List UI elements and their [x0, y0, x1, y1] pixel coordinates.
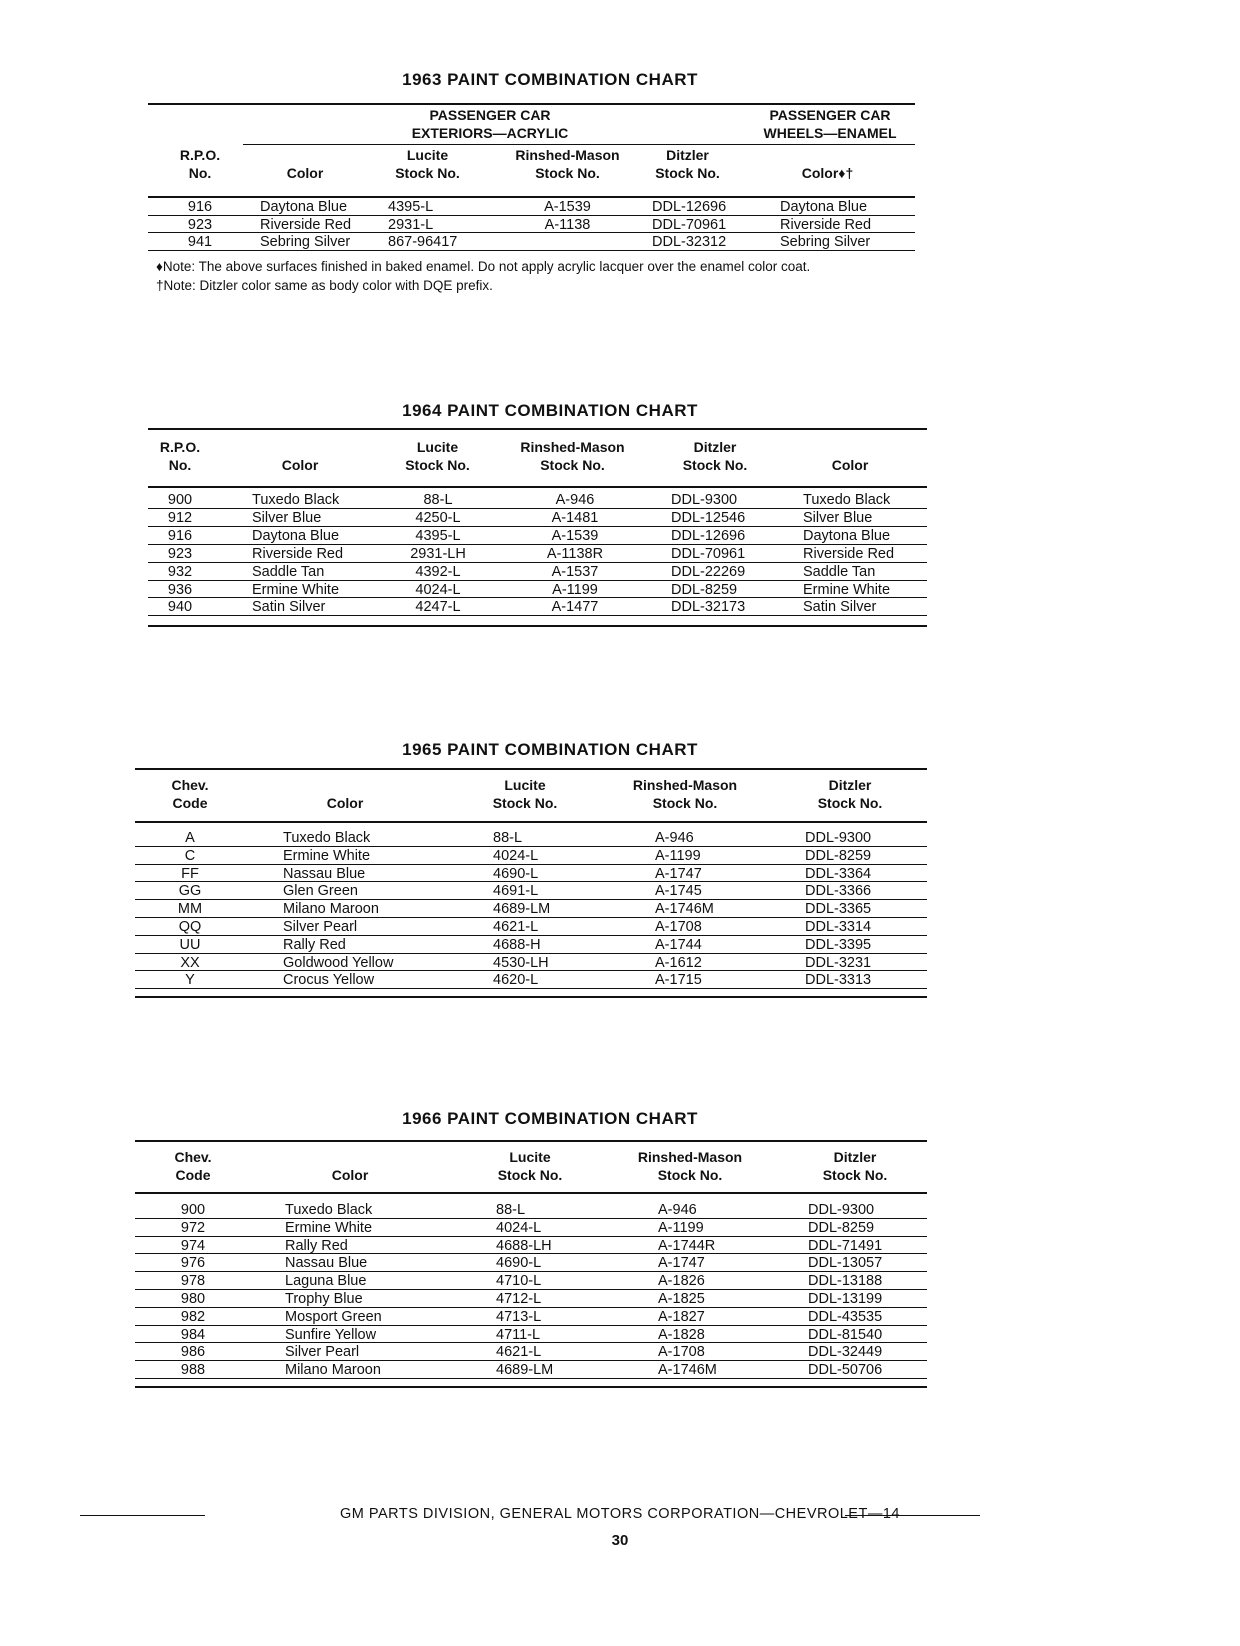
chart-1965-cell: QQ [178, 919, 202, 935]
chart-1963-note: †Note: Ditzler color same as body color with DQE prefix. [156, 278, 493, 293]
chart-1964-cell: 88-L [423, 492, 453, 508]
chart-1964-header-line: Stock No. [682, 457, 748, 473]
chart-1965-cell: XX [180, 954, 200, 971]
chart-1965-cell: 4689-LM [493, 901, 551, 918]
chart-1965-cell: A-1746M [655, 901, 714, 918]
chart-1963-top-rule [148, 103, 915, 105]
chart-1965-cell: A-1708 [655, 919, 702, 935]
chart-1964-cell: Tuxedo Black [803, 492, 891, 508]
chart-1964-cell: 2931-LH [410, 545, 466, 562]
chart-1963-header-5 [760, 146, 895, 182]
chart-1964-cell: Riverside Red [803, 545, 895, 562]
chart-1964-cell: Daytona Blue [252, 527, 340, 544]
chart-1964-cell: DDL-70961 [671, 545, 746, 562]
chart-1965-header-line: Ditzler [828, 777, 872, 793]
chart-1964-header-line: Stock No. [405, 457, 470, 473]
chart-1966-cell: DDL-13057 [808, 1255, 883, 1272]
chart-1966-cell: Trophy Blue [285, 1291, 363, 1307]
chart-1966-cell: 980 [180, 1291, 206, 1307]
chart-1966-cell: Silver Pearl [285, 1344, 360, 1361]
chart-1965-cell: DDL-3314 [805, 919, 872, 935]
chart-1964-cell: 4024-L [415, 581, 461, 598]
chart-1964-cell: A-1477 [551, 599, 599, 616]
chart-1966-cell: 88-L [496, 1202, 526, 1218]
chart-1966-cell: 4712-L [496, 1291, 542, 1307]
chart-1965-cell: A-1744 [655, 936, 702, 953]
chart-1965-cell: FF [181, 865, 199, 882]
chart-1966-cell: 972 [180, 1219, 206, 1236]
chart-1963-note: ♦Note: The above surfaces finished in baked enamel. Do not apply acrylic lacquer over the enamel color coat. [156, 259, 811, 274]
chart-1964-header-rule [148, 486, 927, 488]
chart-1963-cell: DDL-70961 [652, 216, 727, 233]
chart-1966-cell: A-1708 [658, 1344, 705, 1361]
chart-1965-header-line [270, 776, 420, 794]
chart-1965-cell: GG [178, 883, 202, 900]
chart-1965-cell: C [184, 847, 196, 864]
chart-1965-cell: 4024-L [493, 847, 539, 864]
chart-1964-cell: 4392-L [415, 563, 461, 580]
chart-1966-row-rule [135, 1378, 927, 1379]
chart-1964-cell: Tuxedo Black [252, 492, 340, 508]
chart-1964-cell: DDL-32173 [671, 599, 746, 616]
chart-1964-cell: A-946 [555, 492, 595, 508]
chart-1965-row-rule [135, 988, 927, 989]
chart-1964-cell: A-1138R [546, 545, 604, 562]
chart-1964-header-line: R.P.O. [159, 439, 201, 455]
chart-1964-cell: 912 [167, 509, 193, 526]
chart-1966-cell: 4689-LM [496, 1362, 554, 1379]
chart-1966-header-rule [135, 1192, 927, 1194]
chart-1966-header-line: Chev. [174, 1149, 212, 1165]
chart-1965-header-line: Rinshed-Mason [632, 777, 738, 793]
chart-1963-cell: 4395-L [388, 199, 434, 215]
chart-1963-header-line: Color♦† [801, 165, 854, 181]
chart-1965-cell: A-1199 [655, 847, 701, 864]
chart-1965-cell: Rally Red [283, 936, 346, 953]
chart-1965-cell: Tuxedo Black [283, 830, 371, 846]
chart-1966-cell: 4688-LH [496, 1237, 552, 1254]
chart-1966-cell: A-1825 [658, 1291, 705, 1307]
chart-1963-header-0 [150, 146, 250, 182]
chart-1964-cell: 923 [167, 545, 193, 562]
chart-1963-header-4 [640, 146, 735, 182]
chart-1964-cell: DDL-12696 [671, 527, 746, 544]
chart-1965-header-3 [610, 776, 760, 812]
chart-1966-cell: 4024-L [496, 1219, 542, 1236]
chart-1964-cell: DDL-9300 [671, 492, 738, 508]
chart-1965-header-2 [480, 776, 570, 812]
chart-1964-cell: 4247-L [415, 599, 461, 616]
chart-1963-header-line: No. [188, 165, 212, 181]
chart-1963-group-wheels: PASSENGER CAR WHEELS—ENAMEL [763, 107, 897, 141]
chart-1964-cell: Riverside Red [252, 545, 344, 562]
chart-1963-header-line: Rinshed-Mason [515, 147, 620, 163]
chart-1965-cell: DDL-3364 [805, 865, 872, 882]
chart-1966-title: 1966 PAINT COMBINATION CHART [402, 1109, 698, 1128]
chart-1964-row-rule [148, 615, 927, 616]
chart-1966-cell: 900 [180, 1202, 206, 1218]
chart-1963-cell: 923 [187, 216, 213, 233]
chart-1964-cell: 936 [167, 581, 193, 598]
chart-1966-cell: DDL-32449 [808, 1344, 883, 1361]
chart-1966-cell: Milano Maroon [285, 1362, 381, 1379]
chart-1966-cell: 974 [180, 1237, 206, 1254]
chart-1965-bottom-rule [135, 996, 927, 998]
footer-text: GM PARTS DIVISION, GENERAL MOTORS CORPORATION—CHEVROLET—14 [340, 1506, 900, 1522]
chart-1963-title: 1963 PAINT COMBINATION CHART [402, 70, 698, 89]
chart-1963-group-rule [243, 144, 915, 145]
chart-1966-top-rule [135, 1140, 927, 1142]
chart-1966-cell: A-1827 [658, 1308, 705, 1325]
chart-1963-header-2 [380, 146, 475, 182]
chart-1966-header-line: Lucite [509, 1149, 551, 1165]
chart-1966-header-1 [275, 1148, 425, 1184]
chart-1964-cell: A-1481 [551, 509, 599, 526]
chart-1964-header-line: Rinshed-Mason [520, 439, 625, 455]
chart-1966-cell: A-1744R [658, 1237, 716, 1254]
chart-1965-cell: 4691-L [493, 883, 539, 900]
chart-1966-cell: 4713-L [496, 1308, 542, 1325]
chart-1963-cell: A-1138 [544, 216, 591, 233]
chart-1965-cell: Ermine White [283, 847, 371, 864]
chart-1965-cell: A-1715 [655, 972, 702, 989]
chart-1963-cell: 2931-L [388, 216, 434, 233]
chart-1964-cell: Ermine White [803, 581, 891, 598]
chart-1966-cell: Rally Red [285, 1237, 348, 1254]
chart-1966-cell: 978 [180, 1273, 206, 1290]
chart-1964-bottom-rule [148, 625, 927, 627]
chart-1963-row-rule [148, 250, 915, 251]
chart-1964-cell: 4395-L [415, 527, 461, 544]
chart-1966-header-line: Rinshed-Mason [637, 1149, 743, 1165]
chart-1965-cell: Glen Green [283, 883, 358, 900]
chart-1965-header-line: Lucite [504, 777, 546, 793]
chart-1964-cell: Silver Blue [803, 509, 873, 526]
chart-1964-cell: 916 [167, 527, 193, 544]
chart-1963-header-line: R.P.O. [179, 147, 221, 163]
chart-1964-header-2 [390, 438, 485, 474]
chart-1964-header-line: Ditzler [693, 439, 737, 455]
chart-1966-cell: A-946 [658, 1202, 697, 1218]
chart-1963-header-line: Color [286, 165, 324, 181]
chart-1966-header-2 [485, 1148, 575, 1184]
chart-1964-cell: Silver Blue [252, 509, 322, 526]
chart-1966-header-0 [153, 1148, 233, 1184]
chart-1965-cell: Silver Pearl [283, 919, 358, 935]
chart-1964-header-line: No. [168, 457, 192, 473]
chart-1963-header-3 [500, 146, 635, 182]
chart-1966-cell: A-1828 [658, 1326, 705, 1343]
chart-1965-header-line: Chev. [171, 777, 209, 793]
chart-1965-cell: 4690-L [493, 865, 539, 882]
chart-1965-cell: 4620-L [493, 972, 539, 989]
chart-1965-header-line: Code [172, 795, 208, 811]
chart-1966-cell: 4621-L [496, 1344, 542, 1361]
chart-1963-cell: DDL-12696 [652, 199, 727, 215]
chart-1964-title: 1964 PAINT COMBINATION CHART [402, 401, 698, 420]
chart-1964-header-line: Stock No. [540, 457, 605, 473]
chart-1965-cell: 4688-H [493, 936, 541, 953]
chart-1965-header-4 [795, 776, 905, 812]
chart-1966-cell: DDL-81540 [808, 1326, 883, 1343]
chart-1965-header-line: Stock No. [492, 795, 558, 811]
chart-1965-cell: UU [179, 936, 201, 953]
chart-1964-header-3 [505, 438, 640, 474]
chart-1965-header-line: Stock No. [652, 795, 718, 811]
chart-1963-header-1 [250, 146, 360, 182]
chart-1963-header-line [760, 146, 895, 164]
chart-1966-cell: Mosport Green [285, 1308, 382, 1325]
chart-1963-header-line: Stock No. [655, 165, 720, 181]
chart-1965-cell: DDL-9300 [805, 830, 872, 846]
chart-1964-cell: Satin Silver [803, 599, 877, 616]
chart-1964-cell: A-1537 [551, 563, 599, 580]
chart-1965-header-0 [150, 776, 230, 812]
chart-1964-cell: Satin Silver [252, 599, 326, 616]
chart-1963-cell: Daytona Blue [780, 199, 868, 215]
chart-1965-top-rule [135, 768, 927, 770]
chart-1963-cell: 941 [187, 234, 213, 250]
chart-1964-cell: DDL-12546 [671, 509, 746, 526]
chart-1963-group-exteriors: PASSENGER CAR EXTERIORS—ACRYLIC [411, 107, 569, 141]
chart-1966-header-line: Color [331, 1167, 369, 1183]
chart-1965-header-rule [135, 821, 927, 823]
chart-1963-cell: Riverside Red [780, 216, 872, 233]
chart-1966-cell: DDL-8259 [808, 1219, 875, 1236]
chart-1964-cell: 4250-L [415, 509, 461, 526]
chart-1966-cell: A-1747 [658, 1255, 705, 1272]
chart-1966-header-line: Code [175, 1167, 211, 1183]
chart-1963-cell: Sebring Silver [260, 234, 351, 250]
chart-1965-cell: A-1612 [655, 954, 702, 971]
chart-1966-cell: 976 [180, 1255, 206, 1272]
chart-1966-cell: Sunfire Yellow [285, 1326, 377, 1343]
chart-1965-cell: Y [185, 972, 195, 989]
chart-1963-cell: A-1539 [544, 199, 591, 215]
chart-1964-header-line: Lucite [416, 439, 459, 455]
chart-1965-cell: 4621-L [493, 919, 539, 935]
chart-1964-cell: 940 [167, 599, 193, 616]
chart-1963-cell: Riverside Red [260, 216, 352, 233]
chart-1965-cell: A-1747 [655, 865, 702, 882]
chart-1964-cell: Daytona Blue [803, 527, 891, 544]
chart-1965-cell: DDL-3366 [805, 883, 872, 900]
chart-1966-header-3 [615, 1148, 765, 1184]
chart-1964-cell: Ermine White [252, 581, 340, 598]
chart-1963-header-line [250, 146, 360, 164]
chart-1966-cell: Ermine White [285, 1219, 373, 1236]
chart-1964-header-line: Color [831, 457, 869, 473]
chart-1966-cell: 4711-L [496, 1326, 541, 1343]
chart-1965-cell: 4530-LH [493, 954, 549, 971]
chart-1966-cell: DDL-50706 [808, 1362, 883, 1379]
chart-1963-cell: 916 [187, 199, 213, 215]
chart-1966-header-line: Stock No. [822, 1167, 888, 1183]
chart-1965-title: 1965 PAINT COMBINATION CHART [402, 740, 698, 759]
chart-1966-cell: DDL-43535 [808, 1308, 883, 1325]
chart-1964-cell: Saddle Tan [252, 563, 325, 580]
chart-1966-cell: 988 [180, 1362, 206, 1379]
chart-1966-cell: A-1199 [658, 1219, 704, 1236]
chart-1966-header-4 [800, 1148, 910, 1184]
chart-1965-cell: A-946 [655, 830, 694, 846]
chart-1963-cell: Daytona Blue [260, 199, 348, 215]
chart-1966-cell: 4690-L [496, 1255, 542, 1272]
chart-1964-header-1 [245, 438, 355, 474]
chart-1966-bottom-rule [135, 1386, 927, 1388]
chart-1965-cell: A [185, 830, 195, 846]
chart-1963-header-line: Stock No. [535, 165, 600, 181]
chart-1966-cell: 986 [180, 1344, 206, 1361]
chart-1965-cell: 88-L [493, 830, 523, 846]
chart-1966-cell: DDL-13188 [808, 1273, 883, 1290]
chart-1964-cell: DDL-8259 [671, 581, 738, 598]
chart-1963-header-line: Lucite [406, 147, 449, 163]
chart-1965-cell: DDL-8259 [805, 847, 872, 864]
chart-1965-cell: MM [177, 901, 203, 918]
chart-1964-cell: Saddle Tan [803, 563, 876, 580]
page-number: 30 [611, 1532, 629, 1549]
chart-1966-cell: Laguna Blue [285, 1273, 367, 1290]
chart-1964-header-line [790, 438, 910, 456]
chart-1966-cell: Nassau Blue [285, 1255, 368, 1272]
chart-1964-header-5 [790, 438, 910, 474]
chart-1965-cell: A-1745 [655, 883, 702, 900]
chart-1964-cell: 900 [167, 492, 193, 508]
chart-1964-cell: 932 [167, 563, 193, 580]
chart-1965-cell: DDL-3231 [805, 954, 872, 971]
chart-1966-header-line: Stock No. [657, 1167, 723, 1183]
chart-1965-header-1 [270, 776, 420, 812]
chart-1963-cell: DDL-32312 [652, 234, 727, 250]
chart-1966-cell: A-1826 [658, 1273, 705, 1290]
chart-1963-header-line: Ditzler [666, 147, 709, 163]
chart-1966-header-line: Ditzler [833, 1149, 877, 1165]
chart-1964-header-4 [660, 438, 770, 474]
chart-1964-cell: DDL-22269 [671, 563, 746, 580]
chart-1966-header-line [275, 1148, 425, 1166]
chart-1964-cell: A-1199 [552, 581, 598, 598]
chart-1965-cell: Milano Maroon [283, 901, 379, 918]
chart-1966-cell: A-1746M [658, 1362, 717, 1379]
chart-1966-cell: 984 [180, 1326, 206, 1343]
chart-1963-cell: 867-96417 [388, 234, 458, 250]
chart-1965-cell: Nassau Blue [283, 865, 366, 882]
chart-1965-cell: Goldwood Yellow [283, 954, 394, 971]
chart-1964-cell: A-1539 [551, 527, 599, 544]
chart-1965-cell: Crocus Yellow [283, 972, 375, 989]
chart-1965-header-line: Stock No. [817, 795, 883, 811]
chart-1963-header-line: Stock No. [395, 165, 460, 181]
chart-1966-cell: DDL-13199 [808, 1291, 883, 1307]
chart-1966-cell: Tuxedo Black [285, 1202, 373, 1218]
chart-1965-cell: DDL-3365 [805, 901, 872, 918]
chart-1966-cell: 4710-L [496, 1273, 542, 1290]
chart-1965-cell: DDL-3395 [805, 936, 872, 953]
chart-1966-header-line: Stock No. [497, 1167, 563, 1183]
chart-1965-header-line: Color [326, 795, 364, 811]
chart-1964-header-0 [140, 438, 220, 474]
chart-1963-cell: Sebring Silver [780, 234, 871, 250]
chart-1964-top-rule [148, 428, 927, 430]
chart-1964-header-line [245, 438, 355, 456]
chart-1966-cell: DDL-9300 [808, 1202, 875, 1218]
chart-1966-cell: 982 [180, 1308, 206, 1325]
chart-1966-cell: DDL-71491 [808, 1237, 883, 1254]
chart-1964-header-line: Color [281, 457, 319, 473]
chart-1965-cell: DDL-3313 [805, 972, 872, 989]
